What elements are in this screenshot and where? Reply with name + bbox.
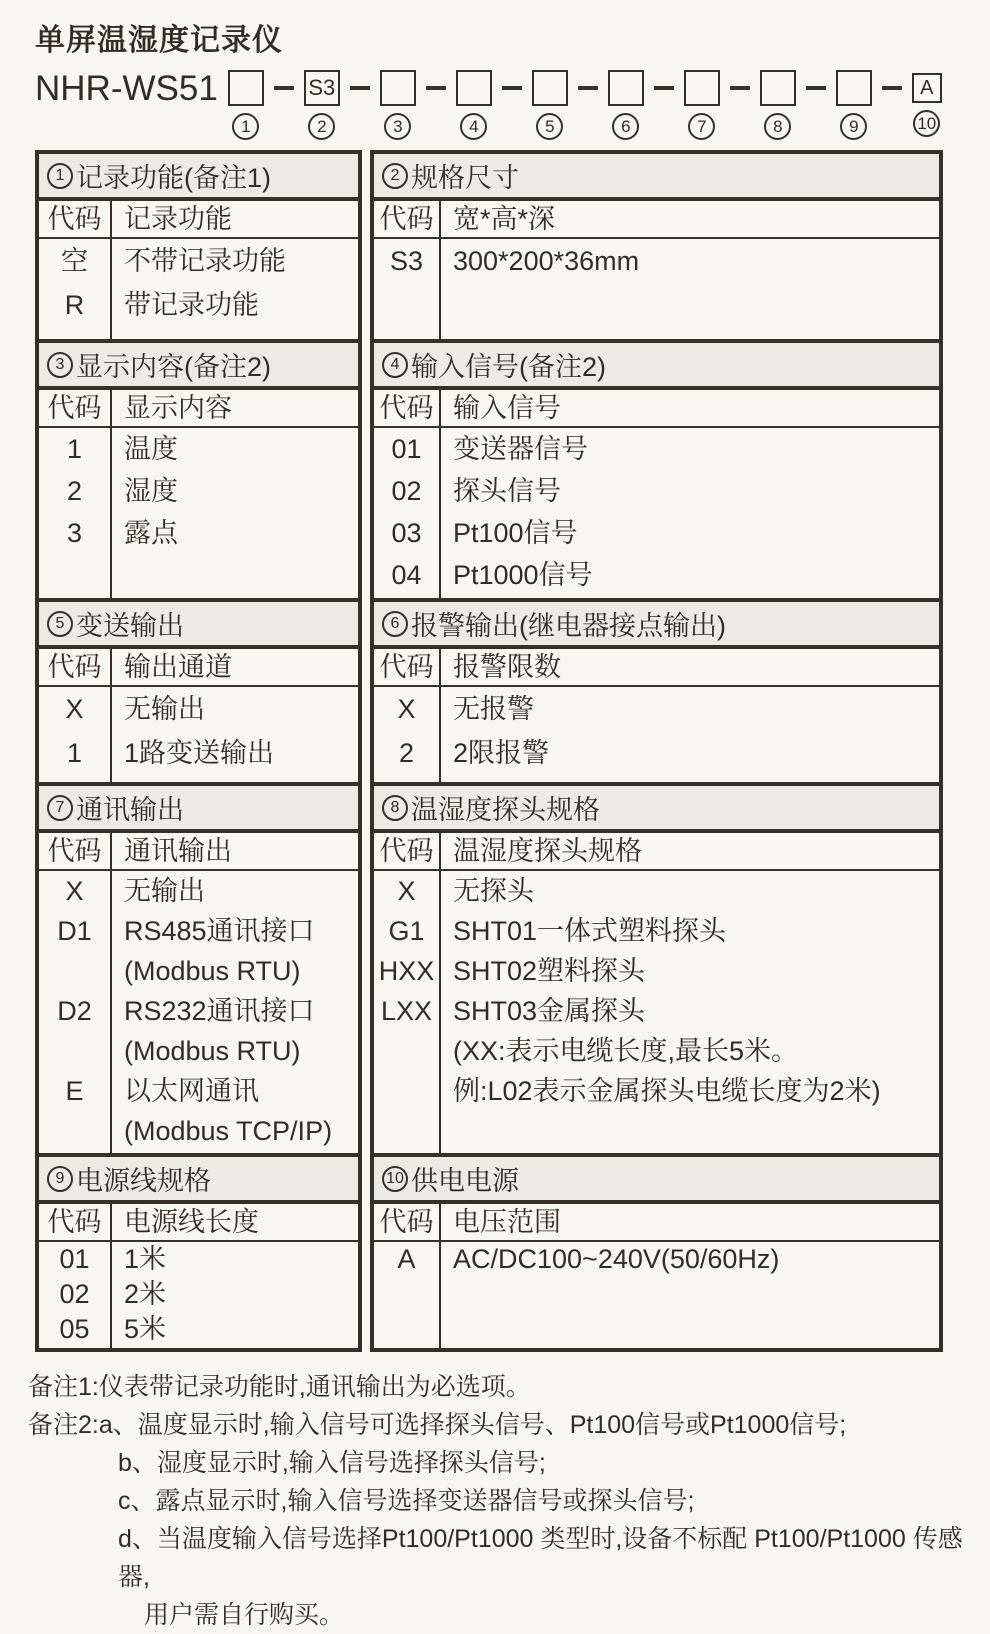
section-body — [374, 428, 939, 598]
table-row — [39, 428, 358, 470]
desc-line: SHT01一体式塑料探头 — [453, 916, 727, 946]
section-body — [374, 1242, 939, 1348]
desc-cell — [110, 1071, 332, 1151]
model-position — [608, 70, 644, 140]
code-cell: S3 — [389, 246, 424, 276]
desc-line: 以太网通讯 — [124, 1076, 259, 1106]
desc-cell — [110, 512, 178, 554]
code-header-row — [374, 833, 939, 871]
section — [39, 154, 358, 339]
desc-line: 1路变送输出 — [124, 738, 275, 768]
code-cell: R — [64, 290, 85, 320]
model-dash — [730, 86, 750, 90]
desc-cell — [110, 871, 205, 911]
code-cell: 2 — [66, 476, 83, 506]
code-cell: 空 — [61, 246, 88, 276]
desc-cell — [439, 554, 593, 596]
table-row — [39, 239, 358, 283]
code-cell: 2 — [398, 738, 415, 768]
desc-line: (Modbus TCP/IP) — [124, 1116, 333, 1146]
section-body — [39, 428, 358, 598]
desc-cell — [110, 1242, 166, 1277]
model-code-line — [35, 70, 990, 140]
table-row — [39, 871, 358, 911]
note-line: d、当温度输入信号选择Pt100/Pt1000 类型时,设备不标配 Pt100/Pt1000 传感器, — [118, 1525, 963, 1591]
desc-cell — [439, 687, 534, 731]
model-dash — [882, 86, 902, 90]
section-title: 通讯输出 — [76, 795, 184, 825]
model-dash — [274, 86, 294, 90]
desc-cell — [439, 871, 534, 911]
model-prefix: NHR-WS51 — [35, 69, 218, 108]
desc-line: 无探头 — [453, 876, 534, 906]
table-row — [39, 470, 358, 512]
section-title: 规格尺寸 — [411, 163, 519, 193]
desc-cell — [439, 951, 645, 991]
model-position — [684, 70, 720, 140]
code-cell: G1 — [388, 916, 425, 946]
desc-cell — [110, 239, 286, 283]
model-position-number: 8 — [764, 113, 791, 140]
table-row — [39, 1277, 358, 1312]
desc-header-label: 温湿度探头规格 — [453, 836, 642, 866]
spec-tables — [35, 150, 990, 1352]
desc-cell — [439, 731, 549, 775]
desc-line: (Modbus RTU) — [124, 1036, 301, 1066]
desc-cell — [110, 911, 315, 991]
spec-table-right-column — [370, 150, 943, 1352]
model-box — [228, 70, 264, 106]
code-cell: E — [65, 1076, 84, 1106]
section-number-badge: 6 — [382, 611, 408, 637]
desc-cell — [110, 991, 315, 1071]
code-header-row — [39, 390, 358, 428]
section-number-badge: 8 — [382, 795, 408, 821]
section-header — [374, 154, 939, 201]
table-row — [39, 283, 358, 327]
model-box — [456, 70, 492, 106]
code-cell: 03 — [391, 518, 422, 548]
section-body — [374, 871, 939, 1153]
model-position-number: 10 — [913, 110, 940, 137]
code-header-row — [374, 1204, 939, 1242]
section-body — [39, 239, 358, 339]
desc-line: AC/DC100~240V(50/60Hz) — [453, 1244, 780, 1274]
model-dash — [350, 86, 370, 90]
desc-header-label: 电压范围 — [453, 1207, 561, 1237]
desc-header-label: 显示内容 — [124, 393, 232, 423]
desc-line: 1米 — [124, 1244, 167, 1274]
code-cell: X — [397, 694, 416, 724]
desc-header-label: 输出通道 — [124, 652, 232, 682]
desc-header-label: 通讯输出 — [124, 836, 232, 866]
code-cell: 1 — [66, 434, 83, 464]
desc-header-label: 电源线长度 — [124, 1207, 259, 1237]
section — [374, 339, 939, 598]
section-body — [39, 687, 358, 782]
table-row — [374, 470, 939, 512]
model-position — [304, 70, 340, 140]
desc-cell — [439, 239, 639, 283]
desc-line: (Modbus RTU) — [124, 956, 301, 986]
desc-line: 带记录功能 — [124, 290, 259, 320]
desc-header-label: 记录功能 — [124, 204, 232, 234]
desc-cell — [110, 687, 205, 731]
desc-cell — [439, 512, 578, 554]
desc-cell — [110, 470, 178, 512]
desc-line: SHT02塑料探头 — [453, 956, 646, 986]
section — [374, 154, 939, 339]
model-position — [456, 70, 492, 140]
section-title: 报警输出(继电器接点输出) — [411, 611, 726, 641]
desc-line: 2米 — [124, 1279, 167, 1309]
desc-line: Pt100信号 — [453, 518, 578, 548]
model-dash — [654, 86, 674, 90]
code-cell: 01 — [59, 1244, 90, 1274]
note-line: 用户需自行购买。 — [144, 1601, 345, 1629]
section — [39, 339, 358, 598]
model-position-number: 6 — [612, 113, 639, 140]
desc-cell — [110, 283, 259, 327]
table-row — [374, 687, 939, 731]
note-line: 备注1:仪表带记录功能时,通讯输出为必选项。 — [28, 1373, 531, 1401]
section-title: 供电电源 — [411, 1166, 519, 1196]
desc-line: 湿度 — [124, 476, 178, 506]
model-position-number: 1 — [232, 113, 259, 140]
table-row — [374, 991, 939, 1111]
table-row — [39, 687, 358, 731]
code-cell: 02 — [391, 476, 422, 506]
model-position-number: 9 — [840, 113, 867, 140]
code-header-label: 代码 — [379, 204, 434, 234]
model-position-number: 7 — [688, 113, 715, 140]
code-cell: 04 — [391, 560, 422, 590]
section-number-badge: 5 — [47, 611, 73, 637]
code-header-row — [374, 649, 939, 687]
code-header-row — [39, 1204, 358, 1242]
model-position — [532, 70, 568, 140]
section — [374, 782, 939, 1153]
desc-cell — [110, 1277, 166, 1312]
code-header-label: 代码 — [47, 836, 102, 866]
model-position-number: 2 — [308, 113, 335, 140]
table-row — [39, 1071, 358, 1151]
desc-line: 5米 — [124, 1314, 167, 1344]
table-row — [374, 1242, 939, 1277]
model-box — [760, 70, 796, 106]
model-dash — [578, 86, 598, 90]
desc-header-label: 报警限数 — [453, 652, 561, 682]
model-position — [380, 70, 416, 140]
table-row — [374, 951, 939, 991]
section-header — [39, 343, 358, 390]
code-header-row — [39, 201, 358, 239]
code-cell: X — [65, 876, 84, 906]
section — [374, 598, 939, 782]
code-cell: 1 — [66, 738, 83, 768]
section-header — [374, 343, 939, 390]
section — [39, 1153, 358, 1348]
desc-line: 不带记录功能 — [124, 246, 286, 276]
code-header-label: 代码 — [47, 393, 102, 423]
code-header-label: 代码 — [379, 393, 434, 423]
model-position — [912, 70, 942, 137]
code-cell: D1 — [57, 916, 92, 946]
code-cell: LXX — [380, 996, 433, 1026]
table-row — [374, 512, 939, 554]
desc-line: (XX:表示电缆长度,最长5米。 — [453, 1036, 799, 1066]
model-box — [380, 70, 416, 106]
code-header-row — [374, 201, 939, 239]
desc-line: RS485通讯接口 — [124, 916, 315, 946]
table-row — [39, 1312, 358, 1347]
code-cell: X — [397, 876, 416, 906]
code-cell: 05 — [59, 1314, 90, 1344]
desc-cell — [439, 911, 726, 951]
code-cell: 3 — [66, 518, 83, 548]
desc-line: 2限报警 — [453, 738, 550, 768]
model-box: A — [912, 73, 942, 103]
code-header-row — [39, 833, 358, 871]
code-header-label: 代码 — [47, 1207, 102, 1237]
desc-header-label: 输入信号 — [453, 393, 561, 423]
section-title: 变送输出 — [76, 611, 184, 641]
model-box: S3 — [304, 70, 340, 106]
desc-line: 探头信号 — [453, 476, 561, 506]
table-row — [374, 239, 939, 283]
code-header-row — [39, 649, 358, 687]
section — [39, 598, 358, 782]
note-line: b、湿度显示时,输入信号选择探头信号; — [118, 1449, 546, 1477]
desc-line: 露点 — [124, 518, 178, 548]
section-header — [39, 154, 358, 201]
section-header — [39, 602, 358, 649]
model-position — [760, 70, 796, 140]
desc-line: 例:L02表示金属探头电缆长度为2米) — [453, 1076, 881, 1106]
table-row — [39, 731, 358, 775]
model-position — [228, 70, 264, 140]
section — [39, 782, 358, 1153]
section-title: 电源线规格 — [76, 1166, 211, 1196]
desc-line: 无输出 — [124, 694, 205, 724]
model-dash — [502, 86, 522, 90]
desc-cell — [110, 1312, 166, 1347]
table-row — [39, 512, 358, 554]
model-box — [608, 70, 644, 106]
table-row — [374, 554, 939, 596]
desc-line: 变送器信号 — [453, 434, 588, 464]
section-number-badge: 9 — [47, 1166, 73, 1192]
section-number-badge: 7 — [47, 795, 73, 821]
desc-line: SHT03金属探头 — [453, 996, 646, 1026]
section-title: 显示内容(备注2) — [76, 352, 271, 382]
model-box — [532, 70, 568, 106]
section-body — [374, 687, 939, 782]
section — [374, 1153, 939, 1348]
code-header-label: 代码 — [47, 652, 102, 682]
model-dash — [806, 86, 826, 90]
desc-cell — [110, 428, 178, 470]
code-cell: D2 — [57, 996, 92, 1026]
section-header — [374, 1157, 939, 1204]
table-row — [39, 1242, 358, 1277]
code-cell: 01 — [391, 434, 422, 464]
desc-line: 无输出 — [124, 876, 205, 906]
section-header — [39, 1157, 358, 1204]
section-header — [39, 786, 358, 833]
table-row — [374, 731, 939, 775]
desc-line: 300*200*36mm — [453, 246, 640, 276]
table-row — [374, 428, 939, 470]
code-header-label: 代码 — [379, 1207, 434, 1237]
model-dash — [426, 86, 446, 90]
section-body — [374, 239, 939, 339]
code-cell: A — [397, 1244, 416, 1274]
desc-line: 无报警 — [453, 694, 534, 724]
code-header-label: 代码 — [379, 836, 434, 866]
code-cell: 02 — [59, 1279, 90, 1309]
desc-cell — [110, 731, 274, 775]
desc-cell — [439, 470, 561, 512]
section-body — [39, 1242, 358, 1348]
spec-table-left-column — [35, 150, 362, 1352]
model-box — [836, 70, 872, 106]
desc-line: RS232通讯接口 — [124, 996, 315, 1026]
section-header — [374, 602, 939, 649]
footnotes — [28, 1368, 990, 1634]
desc-cell — [439, 991, 881, 1111]
section-number-badge: 4 — [382, 352, 408, 378]
section-body — [39, 871, 358, 1153]
table-row — [39, 991, 358, 1071]
model-box — [684, 70, 720, 106]
model-position-number: 3 — [384, 113, 411, 140]
desc-line: 温度 — [124, 434, 178, 464]
section-number-badge: 2 — [382, 163, 408, 189]
section-header — [374, 786, 939, 833]
section-title: 记录功能(备注1) — [76, 163, 271, 193]
section-number-badge: 1 — [47, 163, 73, 189]
code-header-label: 代码 — [379, 652, 434, 682]
section-number-badge: 10 — [382, 1166, 408, 1192]
table-row — [39, 911, 358, 991]
model-position-number: 5 — [536, 113, 563, 140]
desc-cell — [439, 428, 588, 470]
code-cell: HXX — [378, 956, 435, 986]
model-position — [836, 70, 872, 140]
desc-line: Pt1000信号 — [453, 560, 593, 590]
code-header-row — [374, 390, 939, 428]
note-line: 备注2:a、温度显示时,输入信号可选择探头信号、Pt100信号或Pt1000信号; — [28, 1411, 847, 1439]
code-cell: X — [65, 694, 84, 724]
section-title: 输入信号(备注2) — [411, 352, 606, 382]
desc-header-label: 宽*高*深 — [453, 204, 556, 234]
desc-cell — [439, 1242, 779, 1277]
page-title: 单屏温湿度记录仪 — [35, 24, 283, 57]
section-title: 温湿度探头规格 — [411, 795, 600, 825]
model-position-number: 4 — [460, 113, 487, 140]
table-row — [374, 871, 939, 911]
note-line: c、露点显示时,输入信号选择变送器信号或探头信号; — [118, 1487, 695, 1515]
section-number-badge: 3 — [47, 352, 73, 378]
table-row — [374, 911, 939, 951]
code-header-label: 代码 — [47, 204, 102, 234]
